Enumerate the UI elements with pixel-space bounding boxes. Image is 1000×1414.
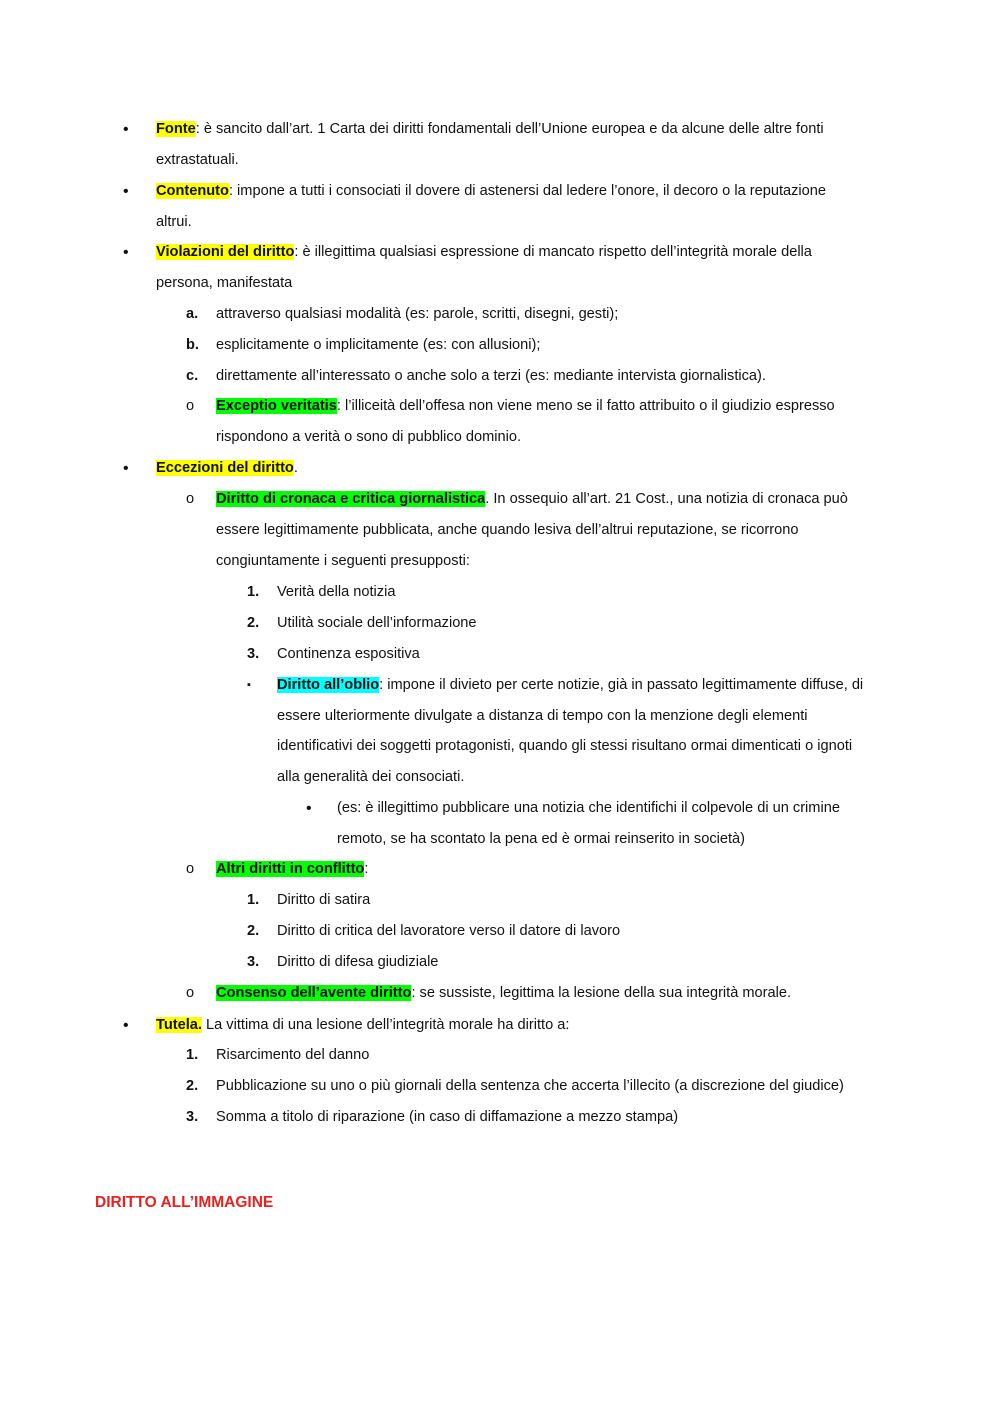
list-item: 2. Diritto di critica del lavoratore verso il datore di lavoro (247, 923, 621, 939)
list-item: b. esplicitamente o implicitamente (es: con allusioni); (186, 337, 541, 353)
list-item: a. attraverso qualsiasi modalità (es: parole, scritti, disegni, gesti); (186, 306, 619, 322)
label-violazioni: Violazioni del diritto (156, 244, 295, 260)
label-cronaca: Diritto di cronaca e critica giornalistica (216, 491, 486, 507)
list-item: 1. Risarcimento del danno (186, 1047, 370, 1063)
label-consenso: Consenso dell’avente diritto (216, 985, 412, 1001)
diritto-cronaca: o Diritto di cronaca e critica giornalistica. In ossequio all’art. 21 Cost., una notizia di cronaca può (186, 491, 848, 507)
list-item: 3. Continenza espositiva (247, 646, 420, 662)
document-page: • Fonte: è sancito dall’art. 1 Carta dei diritti fondamentali dell’Unione europea e da alcune delle altre fonti extrastatuali. • Contenuto: impone a tutti i consociati il dovere di astenersi dal ledere l’onore, il decoro o la reputazione altrui. • Violazioni del diritto: è illegittima qualsiasi espressione di mancato rispetto dell’integrità morale della persona, manifestata a. attraverso qualsiasi modalità (es: parole, scritti, disegni, gesti); b. esplicitamente o implicitamente (es: con allusioni); c. direttamente all’interessato o anche solo a terzi (es: mediante intervista giornalistica). o Exceptio veritatis: l’illiceità dell’offesa non viene meno se il fatto attribuito o il giudizio espresso rispondono a verità o sono di pubblico dominio. • Eccezioni del diritto. o Diritto di cronaca e critica giornalistica. In ossequio all’art. 21 Cost., una notizia di cronaca può essere legittimamente pubblicata, anche quando lesiva dell’altrui reputazione, se ricorrono congiuntamente i seguenti presupposti: 1. Verità della notizia 2. Utilità sociale dell’informazione 3. Continenza espositiva ▪ Diritto all’oblio: impone il divieto per certe notizie, già in passato legittimamente diffuse, di essere ulteriormente divulgate a distanza di tempo con la menzione degli elementi identificativi dei soggetti protagonisti, quando gli stessi risultano ormai dimenticati o ignoti alla generalità dei consociati. • (es: è illegittimo pubblicare una notizia che identifichi il colpevole di un crimine remoto, se ha scontato la pena ed è ormai reinserito in società) o Altri diritti in conflitto: 1. Diritto di satira 2. Diritto di critica del lavoratore verso il datore di lavoro 3. Diritto di difesa giudiziale o Consenso dell’avente diritto: se sussiste, legittima la lesione della sua integrità morale. • Tutela. La vittima di una lesione dell’integrità morale ha diritto a: 1. Risarcimento del danno 2. Pubblicazione su uno o più giornali della sentenza che accerta l’illecito (a discrezione del giudice) 3. Somma a titolo di riparazione (in caso di diffamazione a mezzo stampa) DIRITTO ALL’IMMAGINE (0, 0, 1000, 1414)
bullet-marker: • (123, 244, 129, 261)
section-heading: DIRITTO ALL’IMMAGINE (95, 1194, 274, 1211)
label-tutela: Tutela. (156, 1017, 202, 1033)
bullet-contenuto: • Contenuto: impone a tutti i consociati il dovere di astenersi dal ledere l’onore, il decoro o la reputazione (0, 176, 1000, 207)
diritto-oblio: ▪ Diritto all’oblio: impone il divieto per certe notizie, già in passato legittimamente diffuse, di (247, 677, 864, 693)
list-item: 1. Diritto di satira (247, 892, 371, 908)
bullet-violazioni: • Violazioni del diritto: è illegittima qualsiasi espressione di mancato rispetto dell’integrità morale della (0, 237, 1000, 268)
bullet-marker: • (123, 183, 129, 200)
bullet-eccezioni: • Eccezioni del diritto. (0, 453, 1000, 484)
list-item: 2. Pubblicazione su uno o più giornali della sentenza che accerta l’illecito (a discrezione del giudice) (186, 1078, 844, 1094)
bullet-fonte: • Fonte: è sancito dall’art. 1 Carta dei diritti fondamentali dell’Unione europea e da alcune delle altre fonti (0, 114, 1000, 145)
list-item: 1. Verità della notizia (247, 584, 396, 600)
label-contenuto: Contenuto (156, 183, 229, 199)
label-oblio: Diritto all’oblio (277, 677, 380, 693)
exceptio-veritatis: o Exceptio veritatis: l’illiceità dell’offesa non viene meno se il fatto attribuito o il giudizio espresso (186, 398, 835, 414)
altri-diritti: o Altri diritti in conflitto: (186, 861, 369, 877)
oblio-example: • (es: è illegittimo pubblicare una notizia che identifichi il colpevole di un crimine (306, 800, 840, 817)
label-exceptio: Exceptio veritatis (216, 398, 337, 414)
list-item: 2. Utilità sociale dell’informazione (247, 615, 477, 631)
bullet-marker: • (123, 121, 129, 138)
list-item: c. direttamente all’interessato o anche solo a terzi (es: mediante intervista giornalistica). (186, 368, 766, 384)
list-item: 3. Somma a titolo di riparazione (in caso di diffamazione a mezzo stampa) (186, 1109, 679, 1125)
label-eccezioni: Eccezioni del diritto (156, 460, 294, 476)
bullet-marker: • (123, 1017, 129, 1034)
label-fonte: Fonte (156, 121, 196, 137)
bullet-tutela: • Tutela. La vittima di una lesione dell’integrità morale ha diritto a: (0, 1010, 1000, 1041)
list-item: 3. Diritto di difesa giudiziale (247, 954, 439, 970)
label-altri: Altri diritti in conflitto (216, 861, 365, 877)
bullet-marker: • (123, 460, 129, 477)
consenso-avente-diritto: o Consenso dell’avente diritto: se sussiste, legittima la lesione della sua integrità morale. (186, 985, 792, 1001)
